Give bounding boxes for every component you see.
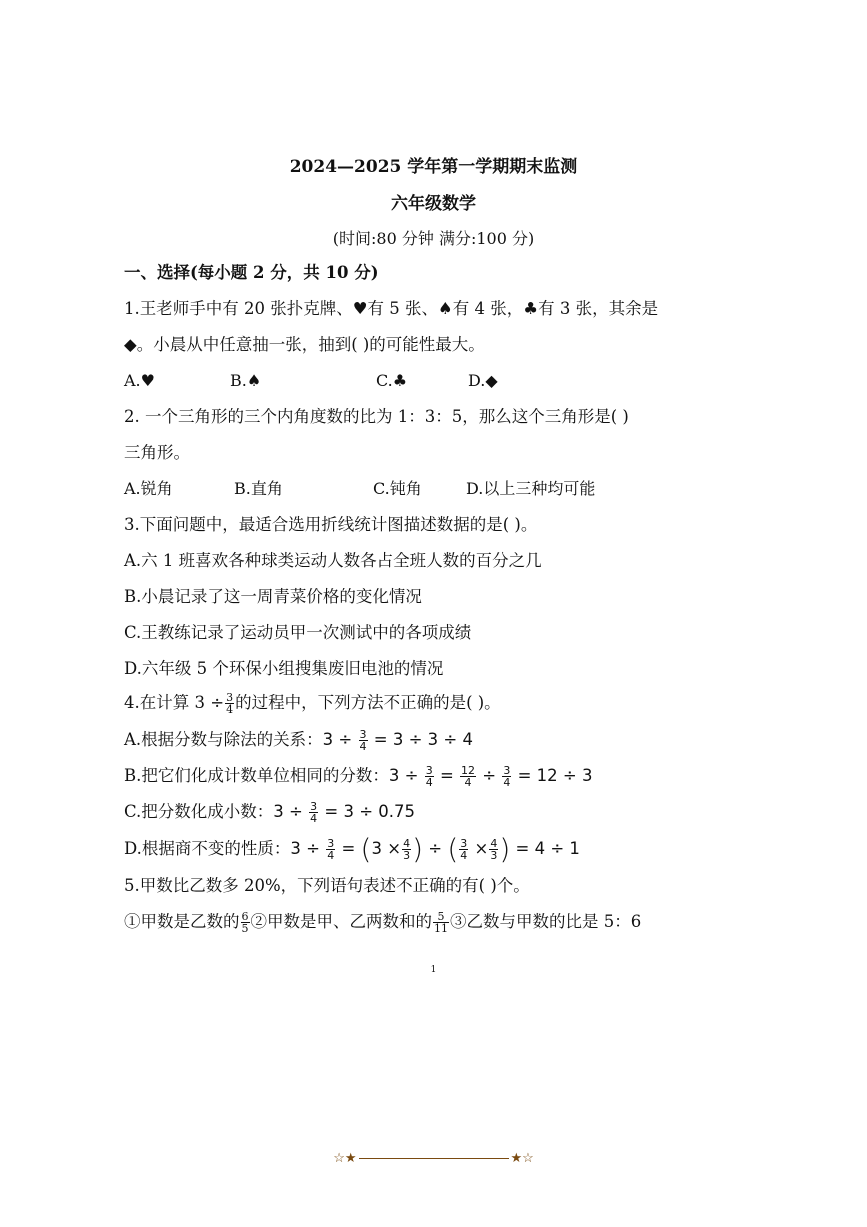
q5-statements bbox=[124, 911, 641, 934]
q4-option-d bbox=[124, 832, 580, 866]
math-expr: 3 ÷ $\frac{3}{4}$ = (3 × $\frac{4}{3}$ ) ÷ ( $\frac{3}{4}$ × $\frac{4}{3}$ ) = 4 ÷ 1 bbox=[290, 832, 580, 866]
math-expr: 3 ÷ $\frac{3}{4}$ = 3 ÷ 3 ÷ 4 bbox=[322, 728, 473, 753]
q3-option-a: A.六 1 班喜欢各种球类运动人数各占全班人数的百分之几 bbox=[124, 551, 542, 570]
fraction-five-elevenths: $\frac{5}{11}$ bbox=[434, 910, 448, 935]
footer-rule bbox=[359, 1158, 509, 1159]
fraction-three-quarters: $\frac{3}{4}$ bbox=[460, 837, 468, 862]
exam-info: (时间:80 分钟 满分:100 分) bbox=[332, 229, 535, 248]
fraction-three-quarters: $\frac{3}{4}$ bbox=[310, 800, 318, 825]
q1-option-a: A.♥ bbox=[124, 371, 155, 390]
option-label: D.根据商不变的性质： bbox=[124, 839, 291, 858]
q1-option-d: D.◆ bbox=[468, 371, 498, 390]
option-label: A.根据分数与除法的关系： bbox=[124, 730, 323, 749]
math-expr: 3 ÷ $\frac{3}{4}$ = $\frac{12}{4}$ ÷ $\frac{3}{4}$ = 12 ÷ 3 bbox=[388, 764, 593, 789]
fraction-twelve-quarters: $\frac{12}{4}$ bbox=[461, 764, 476, 789]
q4-stem bbox=[124, 692, 501, 715]
q2-stem-line1: 2. 一个三角形的三个内角度数的比为 1：3：5，那么这个三角形是( ) bbox=[124, 407, 629, 426]
q5-statement-3: ③乙数与甲数的比是 5：6 bbox=[450, 912, 642, 931]
fraction-four-thirds: $\frac{4}{3}$ bbox=[403, 837, 411, 862]
q2-option-b: B.直角 bbox=[234, 479, 283, 498]
q5-statement-2: ②甲数是甲、乙两数和的 bbox=[250, 912, 432, 931]
q2-option-d: D.以上三种均可能 bbox=[466, 479, 596, 498]
q3-option-c: C.王教练记录了运动员甲一次测试中的各项成绩 bbox=[124, 623, 472, 642]
fraction-six-fifths: $\frac{6}{5}$ bbox=[241, 910, 249, 935]
fraction-three-quarters: $\frac{3}{4}$ bbox=[359, 728, 367, 753]
q2-stem-line2: 三角形。 bbox=[124, 443, 190, 462]
footer-decoration bbox=[0, 1151, 867, 1166]
q4-stem-post: 的过程中，下列方法不正确的是( )。 bbox=[235, 693, 501, 712]
q4-option-c bbox=[124, 801, 415, 824]
q2-option-c: C.钝角 bbox=[373, 479, 422, 498]
q2-option-a: A.锐角 bbox=[124, 479, 173, 498]
q1-stem-line1: 1.王老师手中有 20 张扑克牌、♥有 5 张、♠有 4 张，♣有 3 张，其余是 bbox=[124, 299, 659, 318]
q3-option-b: B.小晨记录了这一周青菜价格的变化情况 bbox=[124, 587, 422, 606]
fraction-three-quarters: $\frac{3}{4}$ bbox=[425, 764, 433, 789]
exam-title: 2024—2025 学年第一学期期末监测 bbox=[289, 157, 578, 177]
exam-subtitle: 六年级数学 bbox=[391, 194, 476, 214]
q4-stem-pre: 4.在计算 3 ÷ bbox=[124, 693, 225, 712]
fraction-three-quarters: $\frac{3}{4}$ bbox=[503, 764, 511, 789]
page-number: 1 bbox=[430, 965, 437, 975]
option-label: C.把分数化成小数： bbox=[124, 802, 274, 821]
section-heading: 一、选择(每小题 2 分，共 10 分) bbox=[124, 263, 379, 282]
q1-stem-line2: ◆。小晨从中任意抽一张，抽到( )的可能性最大。 bbox=[124, 335, 485, 354]
q1-option-c: C.♣ bbox=[376, 371, 408, 390]
fraction-three-quarters: $\frac{3}{4}$ bbox=[226, 691, 234, 716]
fraction-three-quarters: $\frac{3}{4}$ bbox=[327, 837, 335, 862]
q5-statement-1: ①甲数是乙数的 bbox=[124, 912, 240, 931]
fraction-four-thirds: $\frac{4}{3}$ bbox=[490, 837, 498, 862]
q5-stem: 5.甲数比乙数多 20%，下列语句表述不正确的有( )个。 bbox=[124, 876, 530, 895]
option-label: B.把它们化成计数单位相同的分数： bbox=[124, 766, 389, 785]
math-expr: 3 ÷ $\frac{3}{4}$ = 3 ÷ 0.75 bbox=[273, 800, 415, 825]
star-icon: ★☆ bbox=[510, 1151, 534, 1166]
q1-option-b: B.♠ bbox=[230, 371, 262, 390]
q4-option-b bbox=[124, 765, 593, 788]
q3-stem: 3.下面问题中，最适合选用折线统计图描述数据的是( )。 bbox=[124, 515, 538, 534]
q3-option-d: D.六年级 5 个环保小组搜集废旧电池的情况 bbox=[124, 659, 444, 678]
q4-option-a bbox=[124, 729, 473, 752]
star-icon: ☆★ bbox=[333, 1151, 357, 1166]
